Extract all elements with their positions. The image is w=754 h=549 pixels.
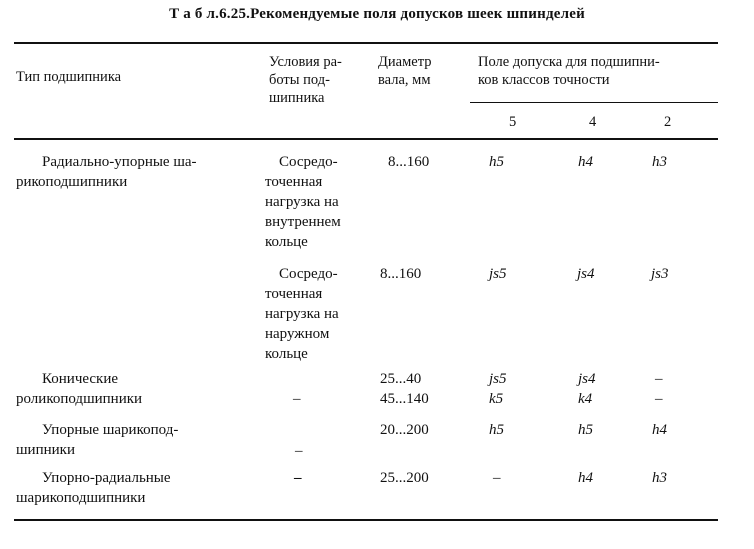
row3-bearing-type: Конические роликоподшипники bbox=[16, 371, 143, 407]
row5-diameter: 25...200 bbox=[380, 470, 429, 486]
table-caption: Т а б л.6.25.Рекомендуемые поля допусков шеек шпинделей bbox=[169, 6, 585, 22]
row1-class5: h5 bbox=[489, 154, 504, 170]
header-class-5: 5 bbox=[509, 114, 517, 130]
row2-diameter: 8...160 bbox=[380, 266, 422, 282]
row4-bearing-type: Упорные шарикопод- шипники bbox=[16, 422, 179, 458]
row4-diameter: 20...200 bbox=[380, 422, 429, 438]
header-shaft-diameter: Диаметр вала, мм bbox=[378, 54, 432, 88]
row3-class4: js4 k4 bbox=[578, 371, 596, 407]
row1-conditions: Сосредо- точенная нагрузка на внутреннем кольце bbox=[265, 154, 341, 250]
row3-class5: js5 k5 bbox=[489, 371, 507, 407]
row3-class2: – – bbox=[655, 371, 663, 407]
row2-class2: js3 bbox=[651, 266, 669, 282]
row5-class5: – bbox=[493, 470, 501, 486]
row1-bearing-type: Радиально-упорные ша- рикоподшипники bbox=[16, 154, 197, 190]
row5-conditions: – bbox=[294, 470, 302, 486]
row2-class4: js4 bbox=[577, 266, 595, 282]
header-working-conditions: Условия ра- боты под- шипника bbox=[269, 54, 342, 106]
row4-conditions: – bbox=[295, 443, 303, 459]
row1-diameter: 8...160 bbox=[388, 154, 430, 170]
bottom-rule bbox=[14, 519, 718, 521]
header-bearing-type: Тип подшипника bbox=[16, 69, 122, 85]
header-subrule bbox=[470, 102, 718, 103]
row2-conditions: Сосредо- точенная нагрузка на наружном кольце bbox=[265, 266, 339, 362]
row3-diameter: 25...40 45...140 bbox=[380, 371, 429, 407]
row1-class4: h4 bbox=[578, 154, 593, 170]
header-tolerance-field: Поле допуска для подшипни- ков классов точности bbox=[478, 54, 660, 88]
header-bottom-rule bbox=[14, 138, 718, 140]
row4-class2: h4 bbox=[652, 422, 667, 438]
top-rule bbox=[14, 42, 718, 44]
header-class-2: 2 bbox=[664, 114, 672, 130]
row1-class2: h3 bbox=[652, 154, 667, 170]
row3-conditions: – bbox=[293, 391, 301, 407]
row5-class2: h3 bbox=[652, 470, 667, 486]
row5-bearing-type: Упорно-радиальные шарикоподшипники bbox=[16, 470, 171, 506]
header-class-4: 4 bbox=[589, 114, 597, 130]
row2-class5: js5 bbox=[489, 266, 507, 282]
row4-class4: h5 bbox=[578, 422, 593, 438]
row5-class4: h4 bbox=[578, 470, 593, 486]
row4-class5: h5 bbox=[489, 422, 504, 438]
